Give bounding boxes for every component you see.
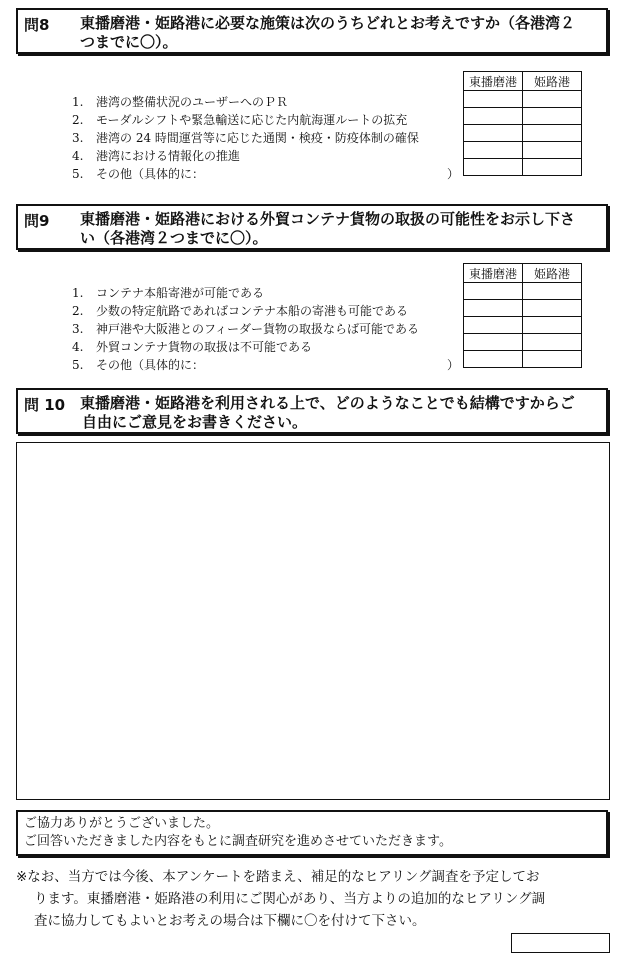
q9-option-4: 4. 外貿コンテナ貨物の取扱は不可能である (72, 340, 313, 354)
q9-option-2: 2. 少数の特定航路であればコンテナ本船の寄港も可能である (72, 304, 409, 318)
q9-option-3: 3. 神戸港や大阪港とのフィーダー貨物の取扱ならば可能である (72, 322, 420, 336)
q9-col-himeji: 姫路港 (523, 264, 582, 283)
q9-number: 問9 (24, 212, 50, 230)
q9-option-5: 5. その他（具体的に： (72, 358, 205, 372)
q8-text-line1: 東播磨港・姫路港に必要な施策は次のうちどれとお考えですか（各港湾２ (80, 14, 576, 32)
q9-header-box (16, 204, 608, 250)
q10-text-line1: 東播磨港・姫路港を利用される上で、どのようなことでも結構ですからご (80, 394, 575, 412)
q10-header-box (16, 388, 608, 434)
note-line2: ります。東播磨港・姫路港の利用にご関心があり、当方よりの追加的なヒアリング調 (34, 891, 546, 907)
q9-cell-4-2[interactable] (523, 334, 582, 351)
q8-option-1: 1. 港湾の整備状況のユーザーへのＰＲ (72, 95, 289, 109)
thanks-box (16, 810, 608, 856)
q8-cell-1-1[interactable] (464, 91, 523, 108)
q8-cell-3-1[interactable] (464, 125, 523, 142)
thanks-line2: ご回答いただきました内容をもとに調査研究を進めさせていただきます。 (24, 834, 452, 849)
note-line1: ※なお、当方では今後、本アンケートを踏まえ、補足的なヒアリング調査を予定してお (16, 869, 540, 885)
q8-option-4: 4. 港湾における情報化の推進 (72, 149, 241, 163)
q9-text-line1: 東播磨港・姫路港における外貿コンテナ貨物の取扱の可能性をお示し下さ (80, 210, 576, 228)
q8-text-line2: つまでに〇）。 (80, 33, 178, 51)
q9-col-higashiharima: 東播磨港 (464, 264, 523, 283)
q8-cell-5-1[interactable] (464, 159, 523, 176)
thanks-line1: ご協力ありがとうございました。 (24, 816, 220, 831)
hearing-note (16, 866, 612, 932)
hearing-consent-box[interactable] (511, 933, 610, 953)
q10-number: 問 10 (24, 396, 66, 414)
q9-answer-grid (463, 263, 582, 368)
q8-col-higashiharima: 東播磨港 (464, 72, 523, 91)
note-line3: 査に協力してもよいとお考えの場合は下欄に〇を付けて下さい。 (34, 913, 426, 929)
q8-option-5: 5. その他（具体的に： (72, 167, 205, 181)
q8-cell-3-2[interactable] (523, 125, 582, 142)
q9-text-line2: い（各港湾２つまでに〇）。 (80, 229, 268, 247)
q9-cell-5-2[interactable] (523, 351, 582, 368)
q10-text-line2: 自由にご意見をお書きください。 (82, 413, 308, 431)
q9-cell-1-2[interactable] (523, 283, 582, 300)
q8-number: 問8 (24, 16, 50, 34)
q8-cell-4-2[interactable] (523, 142, 582, 159)
q8-header-box (16, 8, 608, 54)
q9-close-paren: ） (447, 358, 460, 372)
q9-cell-2-2[interactable] (523, 300, 582, 317)
q8-option-3: 3. 港湾の 24 時間運営等に応じた通関・検疫・防疫体制の確保 (72, 131, 419, 145)
free-comment-area[interactable] (16, 442, 610, 800)
q10-question-text (80, 394, 600, 432)
q8-cell-2-1[interactable] (464, 108, 523, 125)
q9-cell-1-1[interactable] (464, 283, 523, 300)
q8-cell-5-2[interactable] (523, 159, 582, 176)
q8-answer-grid (463, 71, 582, 176)
q8-close-paren: ） (447, 167, 460, 181)
q9-cell-5-1[interactable] (464, 351, 523, 368)
q9-cell-3-2[interactable] (523, 317, 582, 334)
q8-cell-4-1[interactable] (464, 142, 523, 159)
q9-question-text (80, 210, 600, 248)
q9-cell-2-1[interactable] (464, 300, 523, 317)
q8-option-2: 2. モーダルシフトや緊急輸送に応じた内航海運ルートの拡充 (72, 113, 408, 127)
q8-col-himeji: 姫路港 (523, 72, 582, 91)
q9-option-1: 1. コンテナ本船寄港が可能である (72, 286, 265, 300)
q8-cell-2-2[interactable] (523, 108, 582, 125)
q8-cell-1-2[interactable] (523, 91, 582, 108)
q8-question-text (80, 14, 600, 52)
q9-cell-3-1[interactable] (464, 317, 523, 334)
q9-cell-4-1[interactable] (464, 334, 523, 351)
